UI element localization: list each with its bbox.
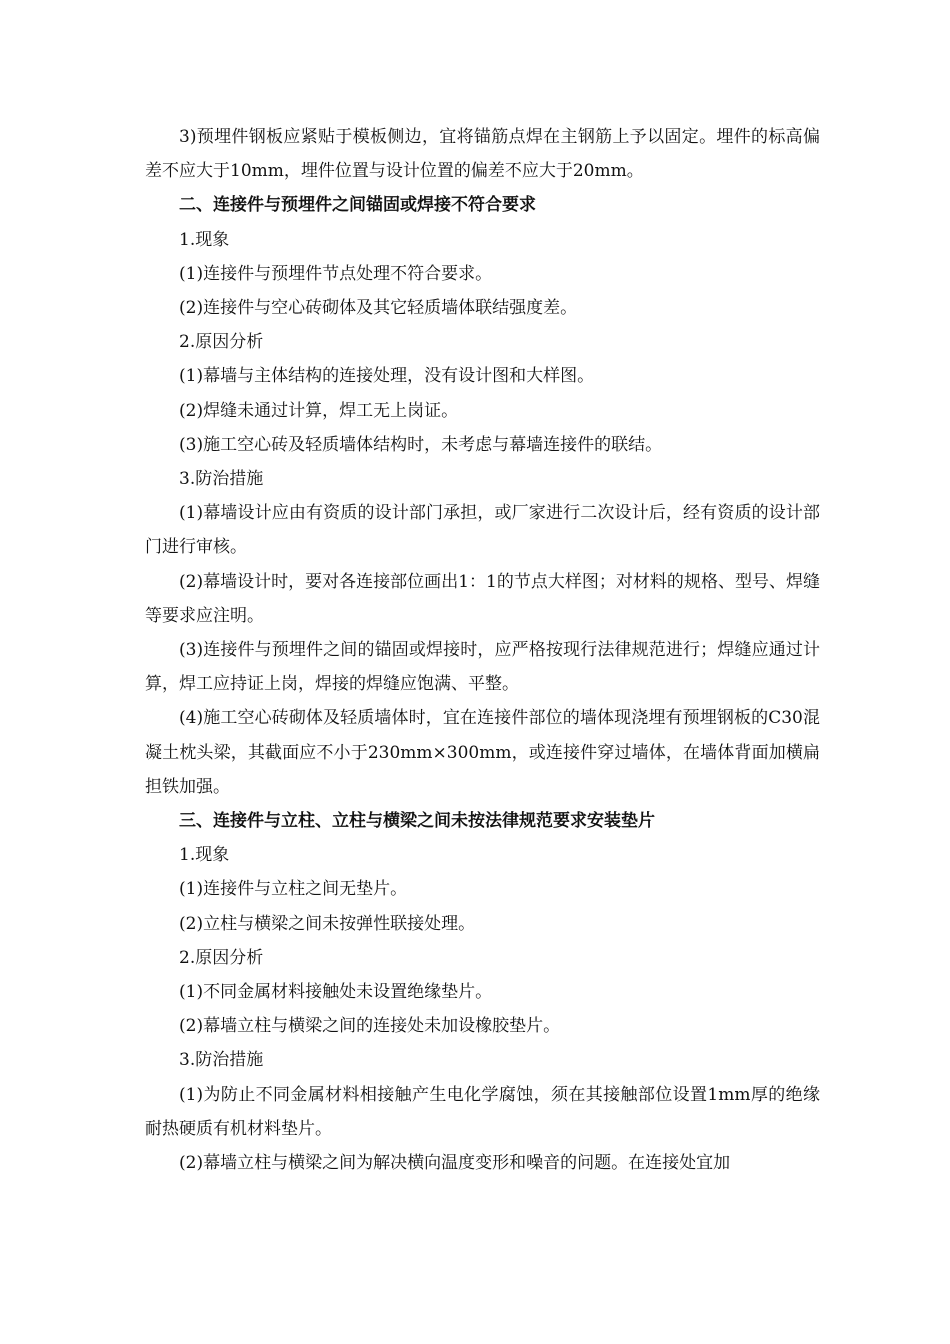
list-item: (1)为防止不同金属材料相接触产生电化学腐蚀，须在其接触部位设置1mm厚的绝缘耐热硬质有机材料垫片。 — [145, 1084, 820, 1139]
list-item: (3)施工空心砖及轻质墙体结构时，未考虑与幕墙连接件的联结。 — [179, 434, 663, 455]
list-item: (2)连接件与空心砖砌体及其它轻质墙体联结强度差。 — [179, 298, 578, 319]
subheading-prevention: 3.防治措施 — [179, 469, 264, 490]
list-item: (1)幕墙与主体结构的连接处理，没有设计图和大样图。 — [179, 366, 595, 387]
section-heading-2: 二、连接件与预埋件之间锚固或焊接不符合要求 — [179, 195, 536, 216]
list-item: (2)幕墙立柱与横梁之间的连接处未加设橡胶垫片。 — [179, 1016, 561, 1037]
list-item: (2)焊缝未通过计算，焊工无上岗证。 — [179, 400, 459, 421]
subheading-phenomenon: 1.现象 — [179, 845, 230, 866]
list-item: (1)幕墙设计应由有资质的设计部门承担，或厂家进行二次设计后，经有资质的设计部门进行审核。 — [145, 503, 820, 558]
list-item: (4)施工空心砖砌体及轻质墙体时，宜在连接件部位的墙体现浇埋有预埋钢板的C30混凝土枕头梁，其截面应不小于230mm×300mm，或连接件穿过墙体，在墙体背面加横扁担铁加强。 — [145, 708, 820, 797]
subheading-cause-analysis: 2.原因分析 — [179, 332, 264, 353]
list-item: (1)连接件与立柱之间无垫片。 — [179, 879, 408, 900]
list-item: (2)立柱与横梁之间未按弹性联接处理。 — [179, 913, 476, 934]
subheading-phenomenon: 1.现象 — [179, 229, 230, 250]
list-item: (1)不同金属材料接触处未设置绝缘垫片。 — [179, 982, 493, 1003]
list-item: (2)幕墙设计时，要对各连接部位画出1：1的节点大样图；对材料的规格、型号、焊缝等要求应注明。 — [145, 571, 820, 626]
subheading-cause-analysis: 2.原因分析 — [179, 947, 264, 968]
document-body — [145, 120, 820, 1180]
list-item: (2)幕墙立柱与横梁之间为解决横向温度变形和噪音的问题。在连接处宜加 — [179, 1153, 731, 1174]
list-item: (1)连接件与预埋件节点处理不符合要求。 — [179, 263, 493, 284]
list-item: (3)连接件与预埋件之间的锚固或焊接时，应严格按现行法律规范进行；焊缝应通过计算，焊工应持证上岗，焊接的焊缝应饱满、平整。 — [145, 640, 820, 695]
paragraph-embedded-plate: 3)预埋件钢板应紧贴于模板侧边，宜将锚筋点焊在主钢筋上予以固定。埋件的标高偏差不应大于10mm，埋件位置与设计位置的偏差不应大于20mm。 — [145, 127, 820, 182]
subheading-prevention: 3.防治措施 — [179, 1050, 264, 1071]
section-heading-3: 三、连接件与立柱、立柱与横梁之间未按法律规范要求安装垫片 — [179, 811, 655, 832]
